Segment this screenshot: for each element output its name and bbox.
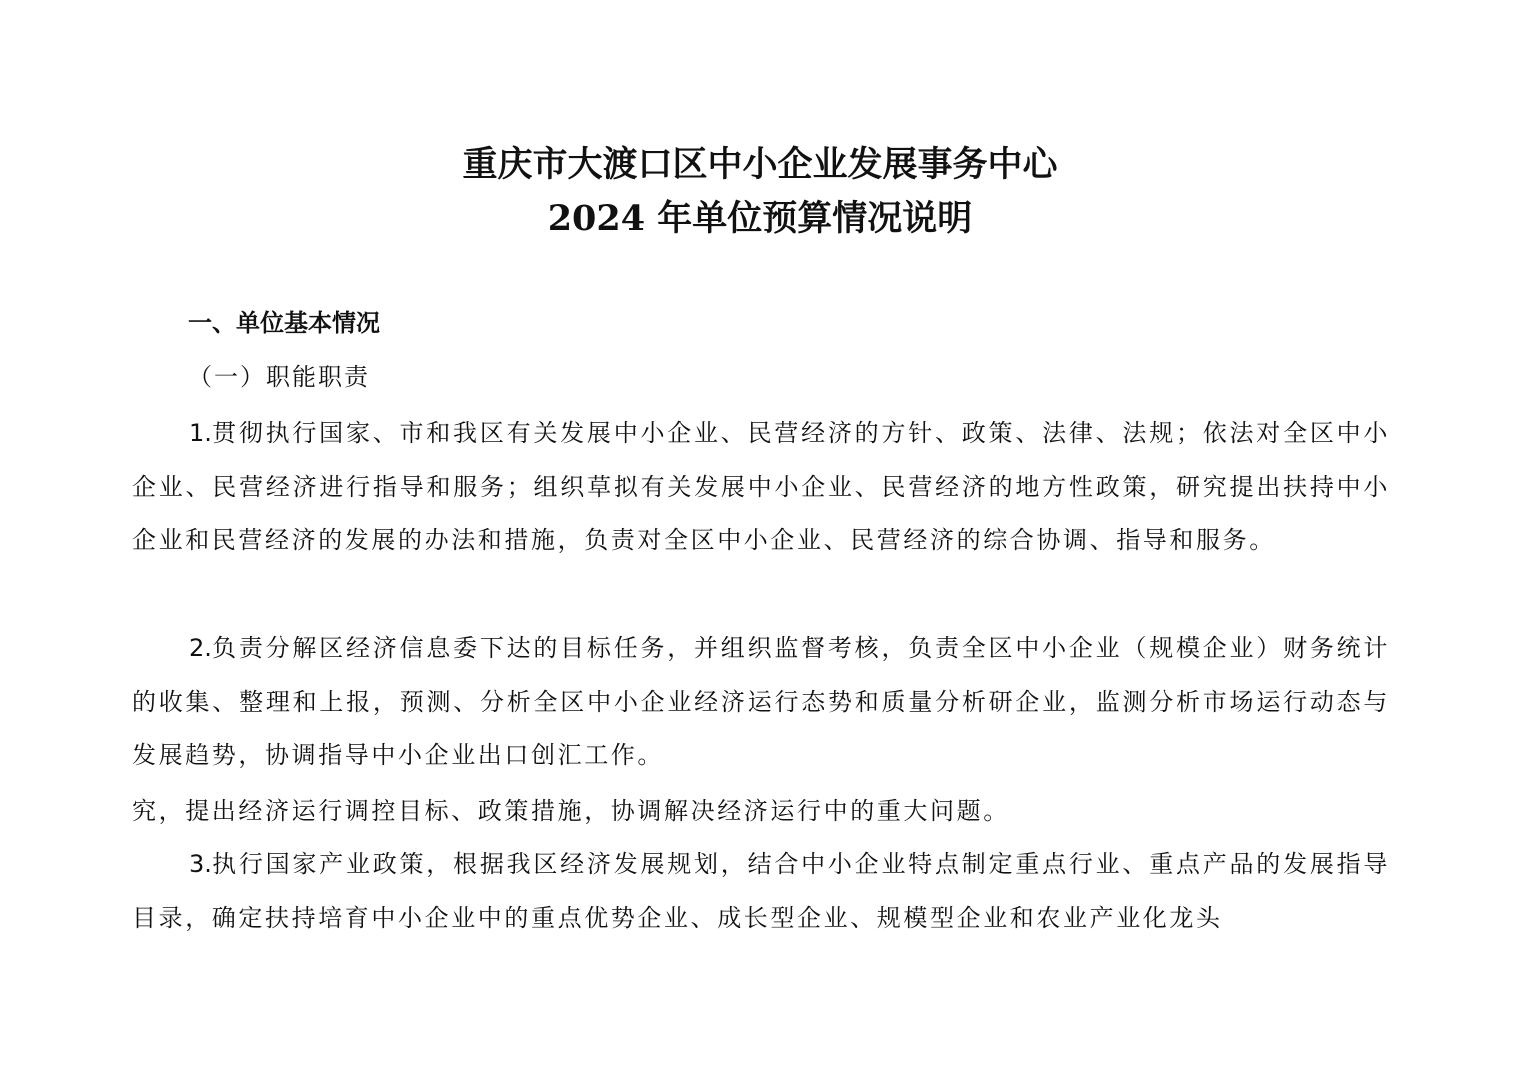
subsection-heading-functions: （一）职能职责	[188, 363, 370, 391]
paragraph-3	[132, 838, 1390, 945]
title-line-1: 重庆市大渡口区中小企业发展事务中心	[462, 144, 1058, 185]
document-title	[0, 138, 1520, 246]
paragraph-number: 3.	[189, 850, 212, 878]
section-heading-basic-info: 一、单位基本情况	[188, 309, 380, 337]
paragraph-text: 负责分解区经济信息委下达的目标任务，并组织监督考核，负责全区中小企业（规模企业）财务统计的收集、整理和上报，预测、分析全区中小企业经济运行态势和质量分析研企业，监测分析市场运行动态与发展趋势，协调指导中小企业出口创汇工作。	[132, 634, 1390, 769]
title-line-2: 2024 年单位预算情况说明	[547, 198, 973, 239]
paragraph-2-continued	[132, 785, 1390, 839]
paragraph-text: 贯彻执行国家、市和我区有关发展中小企业、民营经济的方针、政策、法律、法规；依法对全区中小企业、民营经济进行指导和服务；组织草拟有关发展中小企业、民营经济的地方性政策，研究提出扶持中小企业和民营经济的发展的办法和措施，负责对全区中小企业、民营经济的综合协调、指导和服务。	[132, 419, 1390, 554]
paragraph-1	[132, 407, 1390, 568]
paragraph-number: 2.	[189, 634, 212, 662]
paragraph-text: 执行国家产业政策，根据我区经济发展规划，结合中小企业特点制定重点行业、重点产品的发展指导目录，确定扶持培育中小企业中的重点优势企业、成长型企业、规模型企业和农业产业化龙头	[132, 850, 1390, 932]
paragraph-text: 究，提出经济运行调控目标、政策措施，协调解决经济运行中的重大问题。	[132, 797, 1010, 825]
paragraph-number: 1.	[189, 419, 212, 447]
paragraph-2	[132, 622, 1390, 783]
